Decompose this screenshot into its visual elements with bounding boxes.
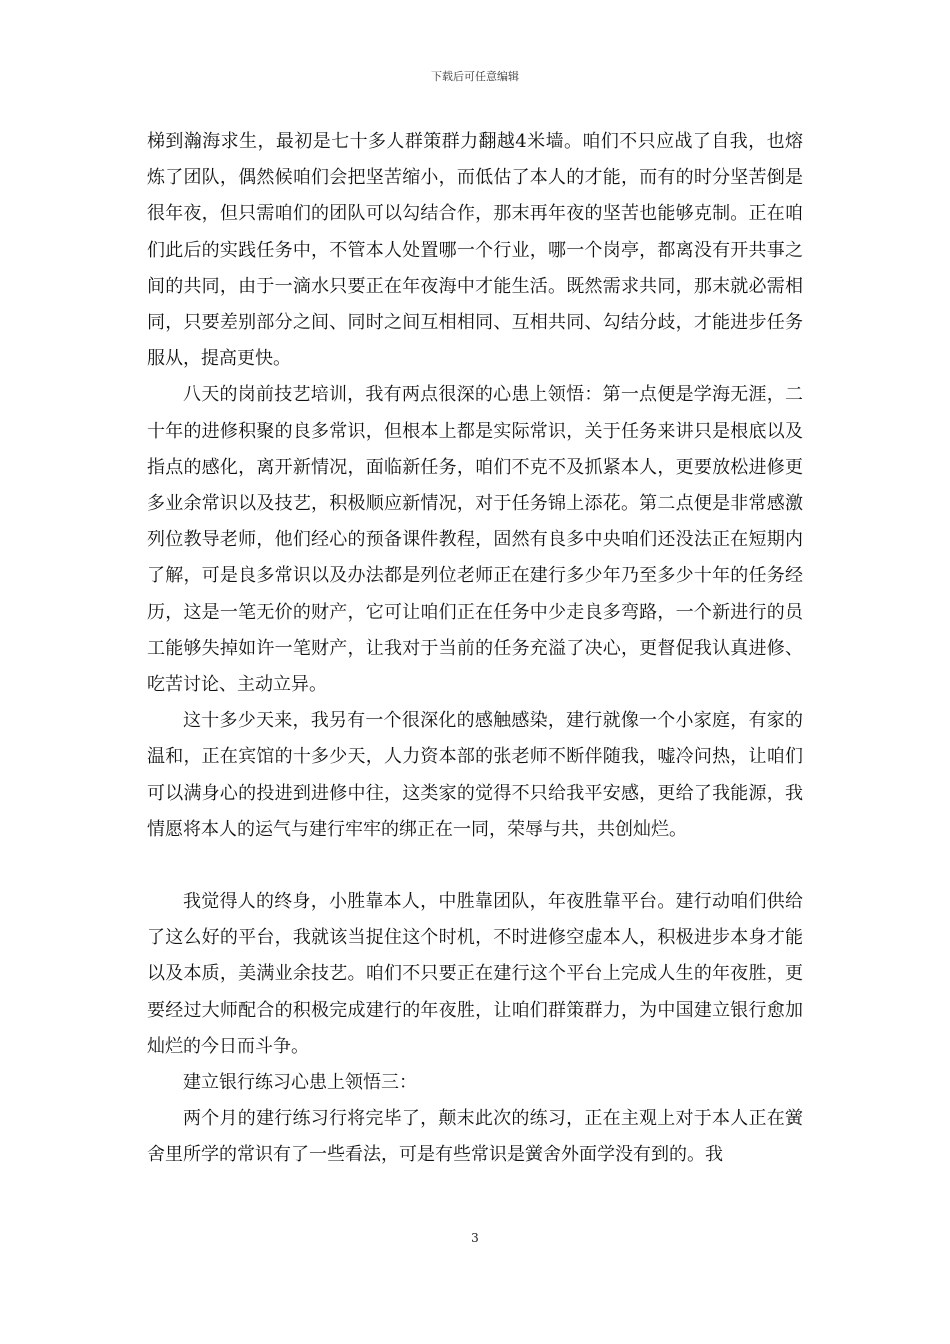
- paragraph-continuation: 梯到瀚海求生，最初是七十多人群策群力翻越4米墙。咱们不只应战了自我，也熔炼了团队，偶然候咱们会把坚苦缩小，而低估了本人的才能，而有的时分坚苦倒是很年夜，但只需咱们的团队可以勾结合作，那末再年夜的坚苦也能够克制。正在咱们此后的实践任务中，不管本人处置哪一个行业，哪一个岗亭，都离没有开共事之间的共同，由于一滴水只要正在年夜海中才能生活。既然需求共同，那末就必需相同，只要差别部分之间、同时之间互相相同、互相共同、勾结分歧，才能进步任务服从，提高更快。: [147, 131, 803, 370]
- section-heading: 建立银行练习心患上领悟三：: [183, 1072, 417, 1094]
- paragraph-training: 八天的岗前技艺培训，我有两点很深的心患上领悟：第一点便是学海无涯，二十年的进修积聚的良多常识，但根本上都是实际常识，关于任务来讲只是根底以及指点的感化，离开新情况，面临新任务，咱们不克不及抓紧本人，更要放松进修更多业余常识以及技艺，积极顺应新情况，对于任务锦上添花。第二点便是非常感激列位教导老师，他们经心的预备课件教程，固然有良多中央咱们还没法正在短期内了解，可是良多常识以及办法都是列位老师正在建行多少年乃至多少十年的任务经历，这是一笔无价的财产，它可让咱们正在任务中少走良多弯路，一个新进行的员工能够失掉如许一笔财产，让我对于当前的任务充溢了决心，更督促我认真进修、吃苦讨论、主动立异。: [147, 384, 803, 696]
- paragraph-platform: 我觉得人的终身，小胜靠本人，中胜靠团队，年夜胜靠平台。建行动咱们供给了这么好的平台，我就该当捉住这个时机，不时进修空虚本人，积极进步本身才能以及本质，美满业余技艺。咱们不只要正在建行这个平台上完成人生的年夜胜，更要经过大师配合的积极完成建行的年夜胜，让咱们群策群力，为中国建立银行愈加灿烂的今日而斗争。: [147, 891, 803, 1057]
- document-body: [147, 124, 803, 1174]
- paragraph-family: 这十多少天来，我另有一个很深化的感触感染，建行就像一个小家庭，有家的温和，正在宾馆的十多少天，人力资本部的张老师不断伴随我，嘘冷问热，让咱们可以满身心的投进到进修中往，这类家的觉得不只给我平安感，更给了我能源，我情愿将本人的运气与建行牢牢的绑正在一同，荣辱与共，共创灿烂。: [147, 710, 803, 840]
- paragraph-internship: 两个月的建行练习行将完毕了，颠末此次的练习，正在主观上对于本人正在黉舍里所学的常识有了一些看法，可是有些常识是黉舍外面学没有到的。我: [147, 1108, 803, 1166]
- page-number: 3: [471, 1231, 479, 1245]
- paragraph-gap: [147, 848, 803, 884]
- page-header: 下载后可任意编辑: [431, 70, 519, 83]
